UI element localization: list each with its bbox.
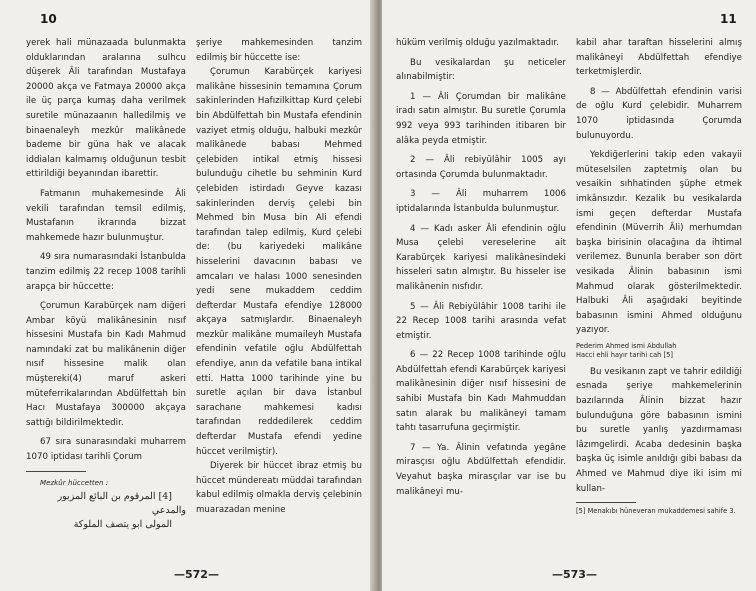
paragraph: Fatmanın muhakemesinde Âli vekili tarafından temsil edilmiş, Mustafanın ikrarında bizzat mahkemede hazır bulunmuştur. xyxy=(26,188,186,243)
right-page xyxy=(382,0,756,591)
paragraph: hüküm verilmiş olduğu yazılmaktadır. xyxy=(396,38,559,48)
footnote-divider xyxy=(26,471,86,472)
arabic-footnote-line: المولى ابو يتصف الملوكة xyxy=(73,519,172,531)
paragraph: 4 — Kadı asker Âli efendinin oğlu Musa çelebi vereselerine ait Karabürçek kariyesi malikânesindeki hisseleri satın almıştır. Bu hisseler ise malikânenin nısfıdır. xyxy=(396,223,566,292)
paragraph: Bu vesikanın zapt ve tahrir edildiği esnada şeriye mahkemelerinin bazılarında Âlinin bizzat hazır bulunduğuna göre babasının ismini bu suretle yanlış yazdırmaması lâzımgelirdi. Acaba dedesinin başka başka üç isimle anıldığı gibi babası da Ahmed ve Mahmud diye iki isim mi kullan- xyxy=(576,366,742,494)
verse-line: Pederim Ahmed ismi Abdullah xyxy=(576,341,677,350)
left-column-2 xyxy=(196,36,362,518)
paragraph: 2 — Âli rebiyülâhir 1005 ayı ortasında Çorumda bulunmaktadır. xyxy=(396,155,566,180)
paragraph: Diyerek bir hüccet ibraz etmiş bu hüccet mündereatı müddai tarafından kabul edilmiş olmakla derviş çelebinin muarazadan menine xyxy=(196,461,362,515)
left-page xyxy=(0,0,374,591)
verse-line: Hacci ehli hayır tarihi cah [5] xyxy=(576,350,674,359)
paragraph: 6 — 22 Recep 1008 tarihinde oğlu Abdülfettah efendi Karabürçek kariyesi malikânesinin diğer nısıf hissesini de sahibi Mustafa bin Kadı Mahmuddan satın alarak bu malikâneyi tamam tahtı tasarrufuna geçirmiştir. xyxy=(396,350,566,434)
paragraph: 1 — Âli Çorumdan bir malikâne iradı satın almıştır. Bu suretle Çorumla 992 veya 993 tarihinden itibaren bir alâka peyda etmiştir. xyxy=(396,91,566,146)
page-number-bottom-left: —572— xyxy=(174,568,219,581)
page-number-top-left: 10 xyxy=(40,12,57,26)
paragraph: 49 sıra numarasındaki İstanbulda tanzim edilmiş 22 recep 1008 tarihli arapça bir hüccette: xyxy=(26,252,186,292)
footnote-heading: Mezkûr hüccetten : xyxy=(40,478,109,487)
right-column-1 xyxy=(396,36,566,499)
footnote-divider xyxy=(576,502,636,503)
paragraph: 7 — Ya. Âlinin vefatında yegâne mirasçısı oğlu Abdülfettah efendidir. Veyahut başka mirasçılar var ise bu malikâneyi mu- xyxy=(396,442,566,497)
paragraph: kabil ahar taraftan hisselerini almış malikâneyi Abdülfettah efendiye terketmişlerdir. xyxy=(576,38,742,78)
arabic-footnote-line: [4] المرقوم بن البائع المزبور والمدعي xyxy=(57,491,186,517)
page-number-top-right: 11 xyxy=(720,12,737,26)
paragraph: 67 sıra sunarasındaki muharrem 1070 iptidası tarihli Çorum xyxy=(26,437,186,463)
paragraph: Bu vesikalardan şu neticeler alınabilmiştir: xyxy=(396,57,566,83)
left-column-1 xyxy=(26,36,186,532)
right-column-2 xyxy=(576,36,742,516)
paragraph: 5 — Âli Rebiyülâhir 1008 tarihi ile 22 Recep 1008 tarihi arasında vefat etmiştir. xyxy=(396,301,566,341)
paragraph: Yekdiğerlerini takip eden vakayii müteselsilen zaptetmiş olan bu vesaikin sıhhatinden şüphe etmek imkânsızdır. Kezalik bu vesikalarda ismi geçen defterdar Mustafa efendinin (Müverrih Âli) merhumdan başka birisinin olacağına da ihtimal verilemez. Bununla beraber son dört vesikada Âlinin babasının ismi Mahmud olarak gösterilmektedir. Halbuki Âli aşağıdaki beyitinde babasının ismini Ahmed olduğunu yazıyor. xyxy=(576,150,742,336)
paragraph: 8 — Abdülfettah efendinin varisi de oğlu Kurd çelebidir. Muharrem 1070 iptidasında Çorumda bulunuyordu. xyxy=(576,86,742,141)
paragraph: Çorumun Karabürçek nam diğeri Ambar köyü malikânesinin nısıf hissesini Mustafa bin Kadı Mahmud namındaki zat bu malikânenin diğer nısıf hissesine malik olan müştereki(4) maruf askeri müteferrikalarından Abdülfettah bin Hacı Mustafaya 300000 akçaya sattığı bildirilmektedir. xyxy=(26,301,186,428)
paragraph: Çorumun Karabürçek kariyesi malikâne hissesinin temamına Çorum sakinlerinden Hafızilkittap Kurd çelebi bin Abdülfettah bin Mustafa efendinin vaziyet etmiş olduğu, halbuki mezkûr malikânede babası Mehmed çelebiden intikal etmiş hissesi bulunduğu cihetle bu sehminin Kurd çelebiden istirdadı Geyve kazası sakinlerinden derviş çelebi bin Mehmed bin Musa bin Ali efendi tarafından talep edilmiş, Kurd çelebi de: (bu kariyedeki malikâne hisselerini davacının babası ve amcaları ve halası 1000 senesinden yedi sene mukaddem ceddim defterdar Mustafa efendiye 128000 akçaya satmışlardır. Binaenaleyh mezkûr malikâne mumaileyh Mustafa efendinin vefatile oğlu Abdülfettah efendiye, anın da vefatile bana intikal etti. Hatta 1000 tarihinde yine bu suretle açılan bir dava İstanbul sarachane mahkemesi kadısı tarafından reddedilerek ceddim defterdar Mustafa efendi yedine hüccet verilmiştir). xyxy=(196,67,362,457)
paragraph: yerek hali münazaada bulunmakta olduklarından aralarına sulhcu düşerek Âli tarafından Mustafaya 20000 akça ve Fatmaya 20000 akça ile üç parça kumaş daha verilmek suretile münazaanın halledilmiş ve binaenaleyh mezkûr malikânede bademe bir güna hak ve alacak iddiaları kalmamış olduğunun tesbit ettirildiği beyanından ibarettir. xyxy=(26,38,186,180)
footnote: [5] Menakıbı hüneveran mukaddemesi sahife 3. xyxy=(576,507,736,516)
paragraph: şeriye mahkemesinden tanzim edilmiş bir hüccette ise: xyxy=(196,38,362,63)
paragraph: 3 — Âli muharrem 1006 iptidalarında İstanbulda bulunmuştur. xyxy=(396,189,566,214)
page-number-bottom-right: —573— xyxy=(552,568,597,581)
